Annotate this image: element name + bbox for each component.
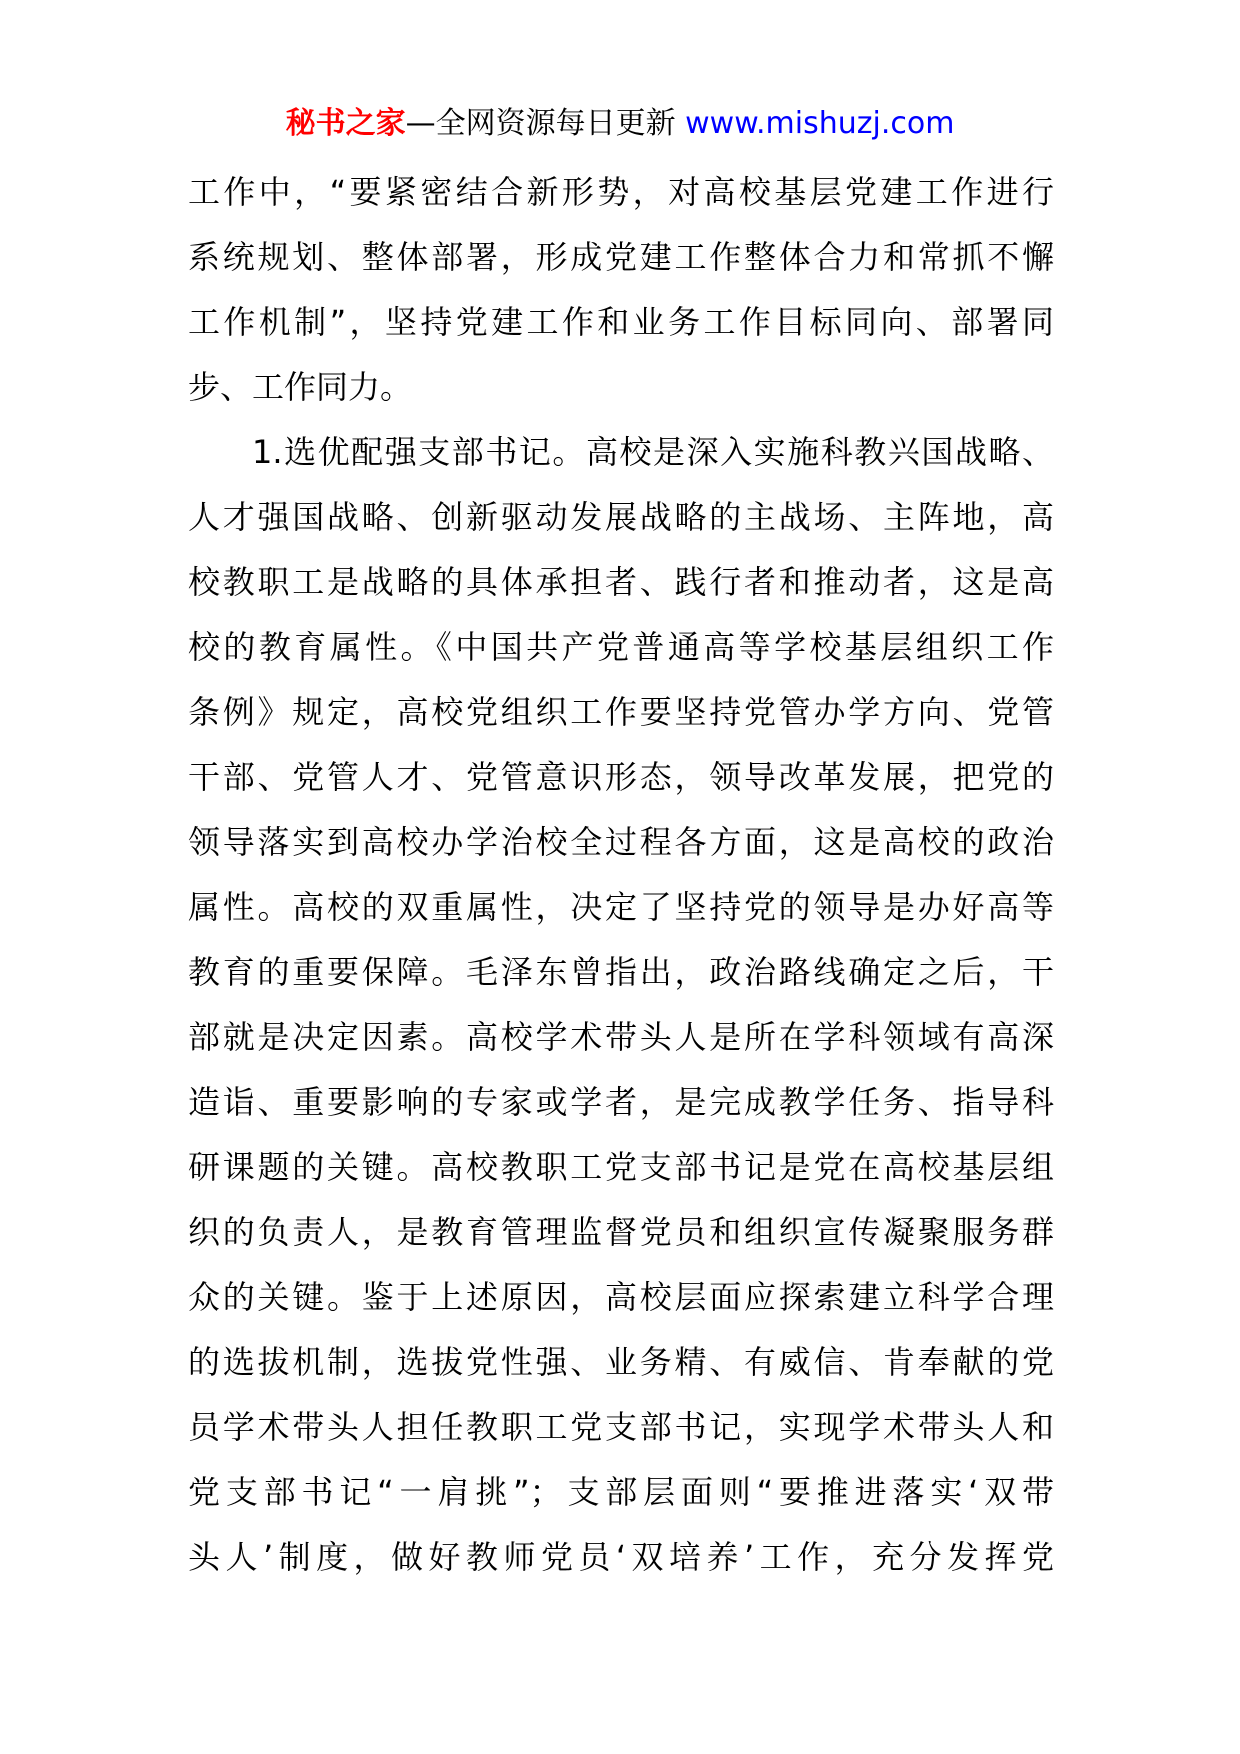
header-tagline: —全网资源每日更新 bbox=[405, 106, 676, 141]
paragraph-line: 属性。高校的双重属性，决定了坚持党的领导是办好高等 bbox=[188, 888, 1054, 926]
paragraph-line: 织的负责人，是教育管理监督党员和组织宣传凝聚服务群 bbox=[188, 1213, 1054, 1251]
paragraph-line: 条例》规定，高校党组织工作要坚持党管办学方向、党管 bbox=[188, 693, 1054, 731]
paragraph-line: 员学术带头人担任教职工党支部书记，实现学术带头人和 bbox=[188, 1408, 1054, 1446]
paragraph-line: 头人’制度，做好教师党员‘双培养’工作，充分发挥党 bbox=[188, 1538, 1054, 1576]
paragraph-line: 众的关键。鉴于上述原因，高校层面应探索建立科学合理 bbox=[188, 1278, 1054, 1316]
paragraph-line: 工作机制”，坚持党建工作和业务工作目标同向、部署同 bbox=[188, 303, 1054, 341]
header-url-link[interactable]: www.mishuzj.com bbox=[685, 106, 955, 141]
paragraph-line: 造诣、重要影响的专家或学者，是完成教学任务、指导科 bbox=[188, 1083, 1054, 1121]
header-brand: 秘书之家 bbox=[285, 106, 406, 141]
paragraph-line: 工作中，“要紧密结合新形势，对高校基层党建工作进行 bbox=[188, 173, 1054, 211]
paragraph-line: 校教职工是战略的具体承担者、践行者和推动者，这是高 bbox=[188, 563, 1054, 601]
document-body bbox=[188, 160, 1054, 1590]
paragraph-line: 人才强国战略、创新驱动发展战略的主战场、主阵地，高 bbox=[188, 498, 1054, 536]
paragraph-line: 步、工作同力。 bbox=[188, 368, 413, 406]
paragraph-line: 教育的重要保障。毛泽东曾指出，政治路线确定之后，干 bbox=[188, 953, 1054, 991]
paragraph-line: 领导落实到高校办学治校全过程各方面，这是高校的政治 bbox=[188, 823, 1054, 861]
paragraph-line: 党支部书记“一肩挑”；支部层面则“要推进落实‘双带 bbox=[188, 1473, 1054, 1511]
paragraph-line: 的选拔机制，选拔党性强、业务精、有威信、肯奉献的党 bbox=[188, 1343, 1054, 1381]
paragraph-line: 部就是决定因素。高校学术带头人是所在学科领域有高深 bbox=[188, 1018, 1054, 1056]
paragraph-line: 校的教育属性。《中国共产党普通高等学校基层组织工作 bbox=[188, 628, 1054, 666]
page-header bbox=[0, 100, 1240, 148]
paragraph-line: 1.选优配强支部书记。高校是深入实施科教兴国战略、 bbox=[252, 433, 1054, 471]
paragraph-line: 系统规划、整体部署，形成党建工作整体合力和常抓不懈 bbox=[188, 238, 1054, 276]
paragraph-line: 干部、党管人才、党管意识形态，领导改革发展，把党的 bbox=[188, 758, 1054, 796]
paragraph-line: 研课题的关键。高校教职工党支部书记是党在高校基层组 bbox=[188, 1148, 1054, 1186]
